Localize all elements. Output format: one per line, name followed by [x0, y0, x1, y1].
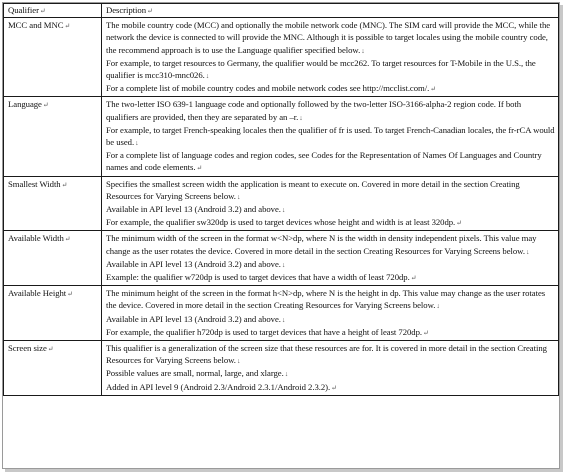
qualifier-name: MCC and MNC: [8, 20, 64, 31]
description-cell: [102, 18, 559, 97]
qualifier-name: Screen size: [8, 343, 47, 354]
description-text: For example, to target French-speaking locales then the qualifier of fr is used. To target French-Canadian locales, the fr-rCA would be used.: [106, 124, 555, 148]
qualifier-name: Language: [8, 99, 42, 110]
description-paragraph: [106, 232, 555, 257]
table-row-screen-size: [4, 341, 559, 396]
description-paragraph: [106, 326, 555, 339]
paragraph-mark: ↵: [42, 101, 49, 110]
paragraph-mark: ↵: [430, 85, 437, 94]
description-text: For a complete list of language codes and region codes, see Codes for the Representation of Names Of Languages and Country names and code elements.: [106, 150, 542, 173]
description-paragraph: [106, 124, 555, 149]
description-text: Specifies the smallest screen width the application is meant to execute on. Covered in more detail in the section Creating Resources for Varying Screens below.: [106, 178, 520, 201]
description-text: Example: the qualifier w720dp is used to target devices that have a width of least 720dp.: [106, 272, 410, 283]
description-paragraph: [106, 149, 555, 174]
document-page: [2, 2, 560, 469]
line-break-mark: ↓: [284, 370, 289, 379]
table-row-available-height: [4, 286, 559, 341]
description-cell: [102, 341, 559, 396]
description-paragraph: [106, 98, 555, 123]
description-text: The two-letter ISO 639-1 language code and optionally followed by the two-letter ISO-3166-alpha-2 region code. If both qualifiers are provided, then they are separated by an –r.: [106, 99, 522, 122]
line-break-mark: ↓: [281, 206, 286, 215]
paragraph-mark: ↵: [423, 328, 429, 337]
header-description: [102, 4, 559, 18]
qualifier-name: Available Height: [8, 288, 67, 299]
description-paragraph: [106, 313, 555, 326]
line-break-mark: ↓: [281, 315, 286, 324]
qualifier-cell: [4, 18, 102, 97]
paragraph-mark: ↵: [61, 180, 68, 189]
qualifier-cell: [4, 97, 102, 176]
paragraph-mark: ↵: [196, 164, 203, 173]
description-cell: [102, 176, 559, 231]
table-row-available-width: [4, 231, 559, 286]
header-qualifier-label: Qualifier: [8, 5, 39, 15]
description-text: This qualifier is a generalization of the screen size that these resources are for. It is covered in more detail in the section Creating Resources for Varying Screens below.: [106, 343, 547, 366]
description-text: Available in API level 13 (Android 3.2) and above.: [106, 204, 281, 215]
line-break-mark: ↓: [361, 46, 365, 55]
line-break-mark: ↓: [135, 139, 139, 148]
qualifier-cell: [4, 176, 102, 231]
description-text: The minimum width of the screen in the format w<N>dp, where N is the width in density independent pixels. This value may change as the user rotates the device. Covered in more detail in the section Creating Resources for Varying Screens below.: [106, 233, 537, 256]
line-break-mark: ↓: [236, 357, 241, 366]
header-qualifier: [4, 4, 102, 18]
table-body: [4, 18, 559, 396]
description-cell: [102, 97, 559, 176]
description-text: For example, the qualifier sw320dp is used to target devices whose height and width is at least 320dp.: [106, 217, 456, 228]
paragraph-mark: ↵: [331, 383, 337, 392]
description-paragraph: [106, 258, 555, 271]
description-paragraph: [106, 203, 555, 216]
table-row-language: [4, 97, 559, 176]
description-text: The minimum height of the screen in the format h<N>dp, where N is the height in dp. This value may change as the user rotates the device. Covered in more detail in the section Creating Resources for Varying Screens below.: [106, 288, 546, 311]
paragraph-mark: ↵: [39, 7, 46, 15]
description-text: For a complete list of mobile country codes and mobile network codes see http://mcclist.com/.: [106, 83, 430, 94]
paragraph-mark: ↵: [67, 290, 73, 299]
paragraph-mark: ↵: [146, 7, 153, 15]
description-cell: [102, 286, 559, 341]
qualifier-name: Available Width: [8, 233, 64, 244]
description-text: Possible values are small, normal, large, and xlarge.: [106, 368, 284, 379]
description-text: Added in API level 9 (Android 2.3/Android 2.3.1/Android 2.3.2).: [106, 381, 331, 392]
description-text: The mobile country code (MCC) and optionally the mobile network code (MNC). The SIM card will provide the MCC, while the network the device is connected to will provide the MNC. Although it is possible to target locales using the mobile country code, the recommend approach is to use the Language qualifier specified below.: [106, 20, 551, 55]
description-paragraph: [106, 82, 555, 95]
paragraph-mark: ↵: [64, 235, 71, 244]
table-header-row: [4, 4, 559, 18]
description-paragraph: [106, 178, 555, 203]
line-break-mark: ↓: [205, 72, 210, 81]
line-break-mark: ↓: [281, 260, 286, 269]
line-break-mark: ↓: [436, 302, 440, 311]
paragraph-mark: ↵: [64, 22, 71, 31]
qualifier-cell: [4, 286, 102, 341]
table-row-smallest-width: [4, 176, 559, 231]
description-paragraph: [106, 342, 555, 367]
description-paragraph: [106, 381, 555, 394]
description-paragraph: [106, 367, 555, 380]
description-cell: [102, 231, 559, 286]
table-row-mcc-and-mnc: [4, 18, 559, 97]
description-text: For example, the qualifier h720dp is used to target devices that have a height of least 720dp.: [106, 326, 423, 337]
description-text: Available in API level 13 (Android 3.2) and above.: [106, 258, 281, 269]
qualifier-table: [3, 3, 559, 396]
paragraph-mark: ↵: [47, 345, 54, 354]
description-paragraph: [106, 216, 555, 229]
description-text: For example, to target resources to Germany, the qualifier would be mcc262. To target resources for T-Mobile in the U.S., the qualifier is mcc310-mnc026.: [106, 57, 536, 81]
qualifier-cell: [4, 341, 102, 396]
paragraph-mark: ↵: [410, 274, 417, 283]
qualifier-name: Smallest Width: [8, 178, 61, 189]
paragraph-mark: ↵: [456, 219, 462, 228]
description-paragraph: [106, 271, 555, 284]
line-break-mark: ↓: [299, 113, 303, 122]
description-paragraph: [106, 57, 555, 82]
line-break-mark: ↓: [236, 192, 241, 201]
description-paragraph: [106, 19, 555, 57]
header-description-label: Description: [106, 5, 146, 15]
description-paragraph: [106, 287, 555, 312]
description-text: Available in API level 13 (Android 3.2) and above.: [106, 313, 281, 324]
line-break-mark: ↓: [525, 247, 530, 256]
qualifier-cell: [4, 231, 102, 286]
